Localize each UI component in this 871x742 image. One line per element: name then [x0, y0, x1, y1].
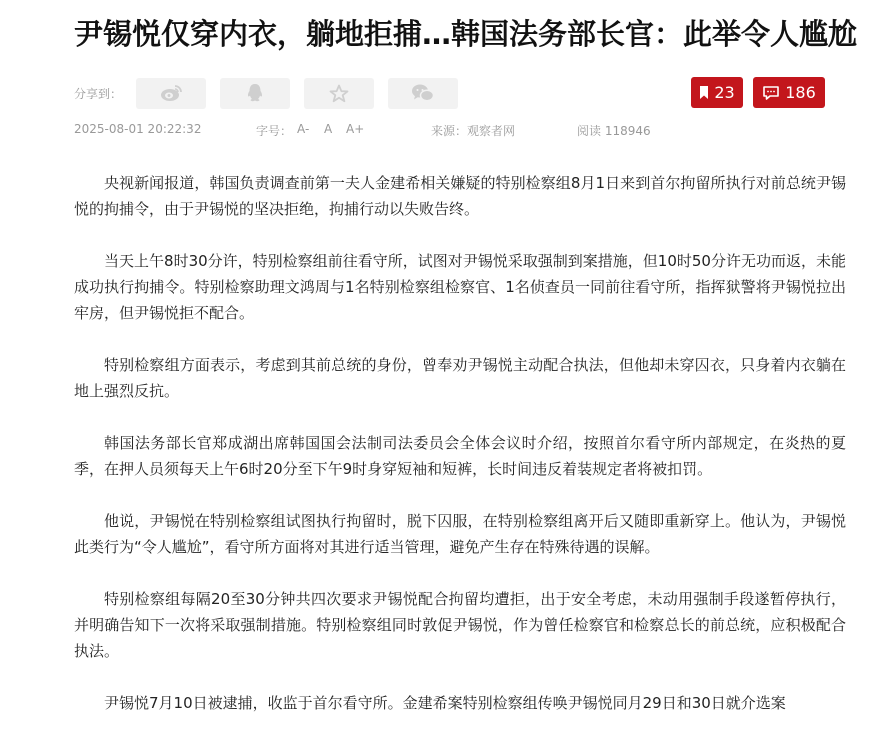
weibo-icon [160, 84, 182, 102]
article-title: 尹锡悦仅穿内衣，躺地拒捕…韩国法务部长官：此举令人尴尬 [74, 17, 858, 51]
article-paragraph: 他说，尹锡悦在特别检察组试图执行拘留时，脱下囚服，在特别检察组离开后又随即重新穿上。他认为，尹锡悦此类行为“令人尴尬”，看守所方面将对其进行适当管理，避免产生存在特殊待遇的误解。 [74, 512, 846, 556]
share-bar [74, 77, 472, 109]
bookmark-icon [699, 85, 709, 100]
article-paragraph: 尹锡悦7月10日被逮捕，收监于首尔看守所。金建希案特别检察组传唤尹锡悦同月29日和30日就介选案 [104, 694, 786, 712]
article-paragraph: 韩国法务部长官郑成湖出席韩国国会法制司法委员会全体会议时介绍，按照首尔看守所内部规定，在炎热的夏季，在押人员须每天上午6时20分至下午9时身穿短袖和短裤，长时间违反着装规定者将被扣罚。 [74, 434, 846, 478]
share-qq-button[interactable] [220, 78, 290, 109]
bookmark-count: 23 [714, 83, 735, 102]
comment-icon [762, 85, 780, 101]
share-label: 分享到： [74, 86, 123, 101]
share-weibo-button[interactable] [136, 78, 206, 109]
font-size-small-button[interactable]: A- [297, 122, 310, 136]
star-icon [329, 84, 349, 103]
article-body [74, 170, 846, 742]
read-count: 阅读 118946 [577, 124, 651, 138]
font-size-large-button[interactable]: A+ [346, 122, 365, 136]
article-paragraph: 特别检察组方面表示，考虑到其前总统的身份，曾奉劝尹锡悦主动配合执法，但他却未穿囚衣，只身着内衣躺在地上强烈反抗。 [74, 356, 846, 400]
article-paragraph: 当天上午8时30分许，特别检察组前往看守所，试图对尹锡悦采取强制到案措施，但10时50分许无功而返，未能成功执行拘捕令。特别检察助理文鸿周与1名特别检察组检察官、1名侦查员一同前往看守所，指挥狱警将尹锡悦拉出牢房，但尹锡悦拒不配合。 [74, 252, 846, 322]
favorite-button[interactable] [304, 78, 374, 109]
bookmark-count-button[interactable] [691, 77, 743, 108]
article-paragraph: 央视新闻报道，韩国负责调查前第一夫人金建希相关嫌疑的特别检察组8月1日来到首尔拘留所执行对前总统尹锡悦的拘捕令，由于尹锡悦的坚决拒绝，拘捕行动以失败告终。 [74, 174, 846, 218]
article-source: 来源：观察者网 [431, 124, 516, 138]
article-paragraph: 特别检察组每隔20至30分钟共四次要求尹锡悦配合拘留均遭拒，出于安全考虑，未动用强制手段遂暂停执行，并明确告知下一次将采取强制措施。特别检察组同时敦促尹锡悦，作为曾任检察官和检察总长的前总统，应积极配合执法。 [74, 590, 846, 660]
publish-datetime: 2025-08-01 20:22:32 [74, 122, 202, 136]
qq-icon [246, 83, 264, 103]
font-size-label: 字号： [256, 124, 293, 138]
font-size-default-button[interactable]: A [324, 122, 333, 136]
wechat-icon [411, 83, 435, 103]
comment-count: 186 [785, 83, 816, 102]
comment-count-button[interactable] [753, 77, 825, 108]
share-wechat-button[interactable] [388, 78, 458, 109]
